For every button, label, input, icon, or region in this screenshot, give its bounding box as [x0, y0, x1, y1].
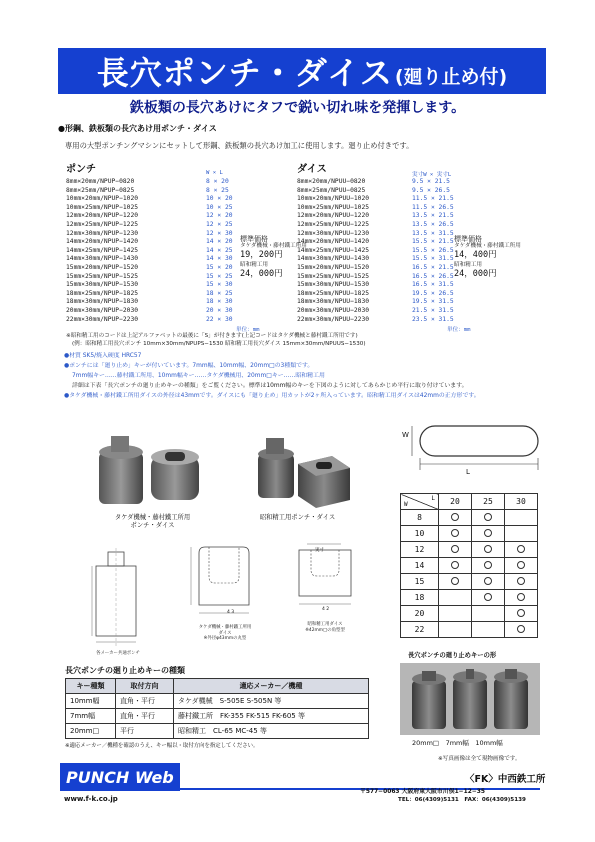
punch-list-item	[66, 221, 233, 230]
die-list-item	[297, 212, 454, 221]
dimtable-cell	[439, 606, 472, 622]
key-photo-labels: 20mm□ 7mm幅 10mm幅	[412, 739, 503, 747]
available-mark-icon	[451, 577, 459, 585]
drawing3-caption-line2: ※42mm□の角型型	[305, 627, 345, 633]
die-price-block	[454, 236, 521, 279]
punch-item-size: 22 × 30	[206, 315, 233, 323]
company-name: 〈FK〉中西鉄工所	[465, 774, 546, 785]
drawing1-caption: 各メーカー共通ポンチ	[96, 651, 140, 656]
dimtable-row-header: 12	[401, 542, 439, 558]
available-mark-icon	[517, 625, 525, 633]
keytable-cell: タケダ機械 S-505E S-505N 等	[174, 694, 369, 709]
dimtable-row	[401, 558, 538, 574]
die-item-code: 10mm×20mm/NPUU−1020	[297, 195, 370, 203]
dimtable-cell	[505, 622, 538, 638]
dimtable-cell	[439, 558, 472, 574]
punch-list-item	[66, 307, 233, 316]
die-item-code: 18mm×25mm/NPUU−1825	[297, 289, 370, 297]
die-item-code: 20mm×30mm/NPUU−2030	[297, 306, 370, 314]
dimtable-cell	[472, 622, 505, 638]
punch-price-label: 標準価格	[240, 235, 268, 243]
photo-note: ※写真画像は全て現物画像です。	[438, 756, 521, 762]
die-list-item	[297, 221, 454, 230]
page-subtitle: 鉄板類の長穴あけにタフで鋭い切れ味を発揮します。	[129, 100, 466, 116]
die-item-size: 15.5 × 31.5	[412, 255, 454, 263]
die-item-code: 14mm×25mm/NPUU−1425	[297, 246, 370, 254]
page-title: 長穴ポンチ・ダイス	[96, 54, 393, 92]
die-list-item	[297, 195, 454, 204]
available-mark-icon	[451, 545, 459, 553]
die-item-size: 15.5 × 26.5	[412, 246, 454, 254]
available-mark-icon	[451, 529, 459, 537]
drawing3-caption-line1: 昭和精工用ダイス	[307, 622, 343, 627]
common-punch-drawing	[90, 548, 150, 648]
punch-item-code: 12mm×20mm/NPUP−1220	[66, 212, 139, 220]
keytable-cell: 10mm幅	[66, 694, 116, 709]
die-item-size: 13.5 × 26.5	[412, 220, 454, 228]
dimtable-row	[401, 510, 538, 526]
punch-list-item	[66, 238, 233, 247]
punch-item-code: 20mm×30mm/NPUP−2030	[66, 306, 139, 314]
section-heading: ●形鋼、鉄板類の長穴あけ用ポンチ・ダイス	[58, 124, 217, 133]
dim-43-label: 4 3	[227, 610, 235, 615]
dimtable-cell	[472, 606, 505, 622]
keytable-row	[66, 709, 369, 724]
punch-price2: 24，000円	[240, 269, 283, 279]
dimtable-row	[401, 574, 538, 590]
dimtable-col-header: 30	[505, 494, 538, 510]
punch-item-size: 12 × 25	[206, 220, 233, 228]
drawing2-caption-line1: タケダ機械・藤村鐵工所用	[198, 625, 252, 630]
showa-punch-die-photo	[240, 430, 355, 512]
punch-item-size: 15 × 30	[206, 281, 233, 289]
dimtable-cell	[472, 558, 505, 574]
available-mark-icon	[484, 561, 492, 569]
drawing2-caption-line2: ダイス	[218, 630, 232, 636]
available-mark-icon	[484, 513, 492, 521]
code-note-line2: (例：昭和精工用長穴ポンチ 10mm×30mm/NPUPS−1530 昭和精工用長穴ダイス 15mm×30mm/NPUUS−1530)	[72, 340, 366, 347]
punch-item-code: 12mm×25mm/NPUP−1225	[66, 220, 139, 228]
punch-item-size: 18 × 30	[206, 298, 233, 306]
punch-list	[66, 178, 233, 324]
die-item-size: 13.5 × 21.5	[412, 212, 454, 220]
keytable-cell: 直角・平行	[116, 694, 174, 709]
dimtable-row	[401, 622, 538, 638]
die-item-size: 9.5 × 21.5	[412, 178, 450, 185]
punch-list-item	[66, 195, 233, 204]
company-address: 〒577−0063 大阪府東大阪市川俣1−12−35	[360, 789, 485, 795]
die-list-item	[297, 255, 454, 264]
material-note: ●材質 SK5/焼入硬度 HRC57	[64, 353, 142, 359]
punch-item-code: 15mm×20mm/NPUP−1520	[66, 263, 139, 271]
keytable-cell: 7mm幅	[66, 709, 116, 724]
punch-list-item	[66, 281, 233, 290]
punch-dim-header: W × L	[206, 170, 223, 176]
punch-item-size: 14 × 30	[206, 255, 233, 263]
takeda-caption	[85, 514, 220, 530]
punch-item-code: 12mm×30mm/NPUP−1230	[66, 229, 139, 237]
punch-item-code: 14mm×30mm/NPUP−1430	[66, 255, 139, 263]
punch-item-size: 15 × 25	[206, 272, 233, 280]
die-list-item	[297, 204, 454, 213]
dimtable-row	[401, 606, 538, 622]
punch-list-item	[66, 230, 233, 239]
drawing3-caption	[280, 622, 370, 633]
section-description: 専用の大型ポンチングマシンにセットして形鋼、鉄板類の長穴あけ加工に使用します。廻り止め付きです。	[65, 141, 414, 150]
available-mark-icon	[517, 593, 525, 601]
die-list-item	[297, 307, 454, 316]
die-item-size: 23.5 × 31.5	[412, 315, 454, 323]
dimtable-row-header: 18	[401, 590, 439, 606]
key-photo-title: 長穴ポンチの廻り止めキーの形	[408, 652, 497, 659]
key-table-note: ※適応メーカー／機種を確認のうえ、キー幅以・取付方向を指定してください。	[65, 743, 259, 749]
die-item-code: 12mm×30mm/NPUU−1230	[297, 229, 370, 237]
punch-item-code: 8mm×20mm/NPUP−0820	[66, 178, 135, 185]
die-item-size: 21.5 × 31.5	[412, 306, 454, 314]
dim-real-label: 実寸	[315, 548, 324, 553]
slot-diagram	[398, 418, 546, 488]
die-item-code: 22mm×30mm/NPUU−2230	[297, 315, 370, 323]
keytable-header: キー種類	[66, 679, 116, 694]
punch-title: ポンチ	[66, 164, 96, 175]
punch-item-size: 20 × 30	[206, 306, 233, 314]
die-item-code: 10mm×25mm/NPUU−1025	[297, 203, 370, 211]
size-availability-table	[400, 493, 538, 638]
takeda-caption-line1: タケダ機械・藤村鐵工所用	[114, 514, 191, 521]
die-item-code: 8mm×20mm/NPUU−0820	[297, 178, 366, 185]
die-dim-header: 実寸W × 実寸L	[412, 172, 452, 178]
dimtable-row	[401, 526, 538, 542]
company-phone: TEL：06(4309)5131 FAX：06(4309)5139	[398, 797, 526, 803]
punch-item-code: 14mm×20mm/NPUP−1420	[66, 238, 139, 246]
die-list-item	[297, 298, 454, 307]
punch-item-size: 8 × 25	[206, 186, 229, 194]
punch-list-item	[66, 212, 233, 221]
punch-list-item	[66, 247, 233, 256]
drawing2-caption-line3: ※外径φ43mmの丸型	[203, 636, 247, 641]
keytable-cell: 藤村鐵工所 FK-355 FK-515 FK-605 等	[174, 709, 369, 724]
takeda-die-drawing	[185, 545, 265, 630]
drawing2-caption	[170, 625, 280, 642]
key-shapes-photo	[400, 663, 540, 735]
available-mark-icon	[517, 577, 525, 585]
takeda-punch-die-photo	[85, 430, 220, 512]
dimtable-cell	[472, 542, 505, 558]
die-item-size: 9.5 × 26.5	[412, 186, 450, 194]
dimtable-row-header: 14	[401, 558, 439, 574]
dimtable-cell	[439, 510, 472, 526]
die-note: ●タケダ機械・藤村鐵工所用ダイスの外径は43mmです。ダイスにも「廻り止め」用カットが2ヶ所入っています。昭和精工用ダイスは42mmの正方形です。	[64, 393, 480, 399]
punch-item-size: 12 × 30	[206, 229, 233, 237]
available-mark-icon	[484, 545, 492, 553]
spec-notes	[64, 351, 544, 401]
dimtable-cell	[439, 590, 472, 606]
available-mark-icon	[451, 561, 459, 569]
die-item-code: 14mm×20mm/NPUU−1420	[297, 238, 370, 246]
punch-price1-label: タケダ機械・藤村鐵工所用	[240, 243, 307, 249]
brand-bar[interactable]	[60, 763, 180, 791]
die-list-item	[297, 238, 454, 247]
dimtable-row-header: 15	[401, 574, 439, 590]
die-item-code: 18mm×30mm/NPUU−1830	[297, 298, 370, 306]
die-item-size: 11.5 × 26.5	[412, 203, 454, 211]
punch-list-item	[66, 273, 233, 282]
dimtable-cell	[472, 590, 505, 606]
available-mark-icon	[484, 577, 492, 585]
die-item-size: 11.5 × 21.5	[412, 195, 454, 203]
slot-w-label: W	[402, 431, 409, 439]
page-title-suffix: (廻り止め付)	[394, 65, 508, 88]
die-item-size: 16.5 × 31.5	[412, 281, 454, 289]
die-unit: 単位：mm	[447, 327, 471, 333]
die-item-size: 13.5 × 31.5	[412, 229, 454, 237]
die-list-item	[297, 230, 454, 239]
dimtable-col-header: 20	[439, 494, 472, 510]
dimtable-cell	[439, 622, 472, 638]
dimtable-row	[401, 542, 538, 558]
punch-item-size: 8 × 20	[206, 178, 229, 185]
punch-item-code: 15mm×30mm/NPUP−1530	[66, 281, 139, 289]
keytable-cell: 直角・平行	[116, 709, 174, 724]
slot-l-label: L	[466, 468, 470, 476]
punch-item-code: 8mm×25mm/NPUP−0825	[66, 186, 135, 194]
punch-item-code: 10mm×25mm/NPUP−1025	[66, 203, 139, 211]
punch-item-code: 15mm×25mm/NPUP−1525	[66, 272, 139, 280]
punch-list-item	[66, 187, 233, 196]
title-banner	[58, 48, 546, 94]
code-note-line1: ※昭和精工用のコードは上記アルファベットの最後に「S」が付きます(上記コードはタケダ機械と藤村鐵工所用です)	[66, 333, 358, 339]
available-mark-icon	[517, 545, 525, 553]
available-mark-icon	[451, 513, 459, 521]
punch-item-size: 15 × 20	[206, 263, 233, 271]
code-note	[66, 333, 536, 348]
die-price2-label: 昭和精工用	[454, 262, 482, 268]
die-item-code: 12mm×25mm/NPUU−1225	[297, 220, 370, 228]
dimtable-row-header: 20	[401, 606, 439, 622]
punch-item-code: 10mm×20mm/NPUP−1020	[66, 195, 139, 203]
punch-item-size: 18 × 25	[206, 289, 233, 297]
dimtable-row-header: 8	[401, 510, 439, 526]
punch-price2-label: 昭和精工用	[240, 262, 268, 268]
die-item-size: 19.5 × 26.5	[412, 289, 454, 297]
punch-list-item	[66, 204, 233, 213]
punch-price1: 19，200円	[240, 250, 283, 260]
die-item-size: 16.5 × 26.5	[412, 272, 454, 280]
die-list-item	[297, 264, 454, 273]
punch-list-item	[66, 290, 233, 299]
die-list-item	[297, 281, 454, 290]
keytable-header: 取付方向	[116, 679, 174, 694]
dimtable-row-header: 10	[401, 526, 439, 542]
key-table-title: 長穴ポンチの廻り止めキーの種類	[65, 666, 185, 675]
punch-item-size: 12 × 20	[206, 212, 233, 220]
brand-name: PUNCH Web	[66, 767, 174, 787]
website-link[interactable]: www.f-k.co.jp	[64, 795, 118, 803]
dimtable-cell	[505, 574, 538, 590]
punch-item-size: 14 × 25	[206, 246, 233, 254]
available-mark-icon	[484, 529, 492, 537]
dimtable-cell	[505, 526, 538, 542]
die-price-label: 標準価格	[454, 235, 482, 243]
die-list-item	[297, 187, 454, 196]
showa-caption: 昭和精工用ポンチ・ダイス	[259, 514, 336, 521]
punch-list-item	[66, 264, 233, 273]
keytable-cell: 昭和精工 CL-65 MC-45 等	[174, 724, 369, 739]
dimtable-cell	[472, 510, 505, 526]
punch-item-code: 22mm×30mm/NPUP−2230	[66, 315, 139, 323]
die-item-code: 15mm×25mm/NPUU−1525	[297, 272, 370, 280]
die-price1: 14，400円	[454, 250, 497, 260]
punch-list-item	[66, 255, 233, 264]
dimtable-cell	[439, 526, 472, 542]
dimtable-cell	[505, 558, 538, 574]
punch-item-size: 10 × 25	[206, 203, 233, 211]
dimtable-cell	[505, 542, 538, 558]
available-mark-icon	[517, 561, 525, 569]
punch-list-item	[66, 298, 233, 307]
dim-42-label: 4 2	[322, 607, 330, 612]
keytable-cell: 20mm□	[66, 724, 116, 739]
dimtable-cell	[472, 526, 505, 542]
punch-item-code: 14mm×25mm/NPUP−1425	[66, 246, 139, 254]
dimtable-cell	[472, 574, 505, 590]
key-detail: 7mm幅キー……藤村鐵工所用、10mm幅キー……タケダ機械用、20mm□キー……昭和精工用	[72, 373, 325, 379]
die-price2: 24，000円	[454, 269, 497, 279]
dimtable-row	[401, 590, 538, 606]
punch-item-size: 14 × 20	[206, 238, 233, 246]
die-item-code: 14mm×30mm/NPUU−1430	[297, 255, 370, 263]
die-list-item	[297, 247, 454, 256]
punch-item-code: 18mm×30mm/NPUP−1830	[66, 298, 139, 306]
punch-item-code: 18mm×25mm/NPUP−1825	[66, 289, 139, 297]
keytable-row	[66, 694, 369, 709]
dimtable-corner	[401, 494, 439, 510]
dimtable-col-header: 25	[472, 494, 505, 510]
punch-item-size: 10 × 20	[206, 195, 233, 203]
die-title: ダイス	[297, 164, 327, 175]
die-item-size: 19.5 × 31.5	[412, 298, 454, 306]
keytable-row	[66, 724, 369, 739]
punch-list-item	[66, 316, 233, 325]
punch-unit: 単位：mm	[236, 327, 260, 333]
dimtable-cell	[505, 606, 538, 622]
die-item-code: 15mm×20mm/NPUU−1520	[297, 263, 370, 271]
die-price1-label: タケダ機械・藤村鐵工所用	[454, 243, 521, 249]
punch-list-item	[66, 178, 233, 187]
keytable-cell: 平行	[116, 724, 174, 739]
die-item-size: 15.5 × 21.5	[412, 238, 454, 246]
takeda-caption-line2: ポンチ・ダイス	[130, 522, 175, 529]
die-list	[297, 178, 454, 324]
key-note: ●ポンチには「廻り止め」キーが付いています。7mm幅、10mm幅、20mm□の3種類です。	[64, 363, 314, 369]
key-detail2: 詳細は下表「長穴ポンチの廻り止めキーの種類」をご覧ください。標準は10mm幅のキーを下図のように対してあらかじめ平行に取り付けています。	[72, 383, 468, 389]
die-list-item	[297, 273, 454, 282]
die-list-item	[297, 178, 454, 187]
dimtable-cell	[439, 574, 472, 590]
dimtable-cell	[505, 590, 538, 606]
dimtable-cell	[439, 542, 472, 558]
dimtable-cell	[505, 510, 538, 526]
key-type-table	[65, 678, 369, 739]
available-mark-icon	[484, 593, 492, 601]
die-item-code: 15mm×30mm/NPUU−1530	[297, 281, 370, 289]
dimtable-row-header: 22	[401, 622, 439, 638]
die-item-code: 8mm×25mm/NPUU−0825	[297, 186, 366, 194]
die-list-item	[297, 316, 454, 325]
keytable-header: 適応メーカー／機種	[174, 679, 369, 694]
dimtable-corner-l: L	[431, 495, 435, 502]
die-item-code: 12mm×20mm/NPUU−1220	[297, 212, 370, 220]
die-list-item	[297, 290, 454, 299]
die-item-size: 16.5 × 21.5	[412, 263, 454, 271]
dimtable-corner-w: W	[404, 501, 408, 508]
available-mark-icon	[517, 609, 525, 617]
